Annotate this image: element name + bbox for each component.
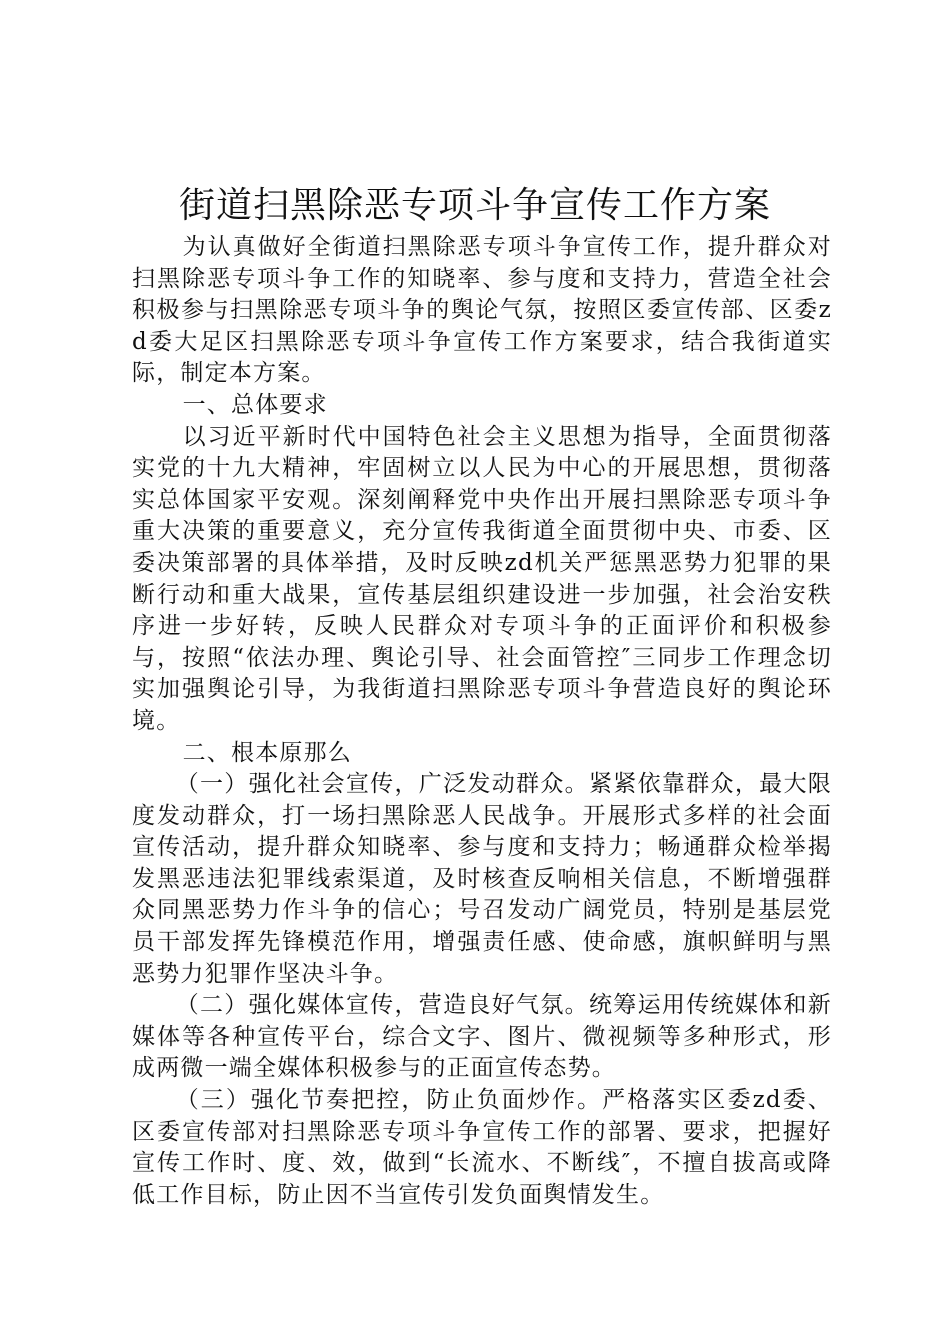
principle-paragraph-3: （三）强化节奏把控，防止负面炒作。严格落实区委zd委、区委宣传部对扫黑除恶专项斗争宣传工作的部署、要求，把握好宣传工作时、度、效，做到“长流水、不断线″，不擅自拔高或降低工作目标，防止因不当宣传引发负面舆情发生。 bbox=[132, 1087, 832, 1208]
principle-paragraph-1: （一）强化社会宣传，广泛发动群众。紧紧依靠群众，最大限度发动群众，打一场扫黑除恶人民战争。开展形式多样的社会面宣传活动，提升群众知晓率、参与度和支持力；畅通群众检举揭发黑恶违法犯罪线索渠道，及时核查反响相关信息，不断增强群众同黑恶势力作斗争的信心；号召发动广阔党员，特别是基层党员干部发挥先锋模范作用，增强责任感、使命感，旗帜鲜明与黑恶势力犯罪作坚决斗争。 bbox=[132, 771, 832, 987]
document-body bbox=[132, 232, 832, 1211]
section-heading-basic-principles: 二、根本原那么 bbox=[182, 739, 352, 766]
general-requirements-paragraph: 以习近平新时代中国特色社会主义思想为指导，全面贯彻落实党的十九大精神，牢固树立以人民为中心的开展思想，贯彻落实总体国家平安观。深刻阐释党中央作出开展扫黑除恶专项斗争重大决策的重要意义，充分宣传我街道全面贯彻中央、市委、区委决策部署的具体举措，及时反映zd机关严惩黑恶势力犯罪的果断行动和重大战果，宣传基层组织建设进一步加强，社会治安秩序进一步好转，反映人民群众对专项斗争的正面评价和积极参与，按照“依法办理、舆论引导、社会面管控″三同步工作理念切实加强舆论引导，为我街道扫黑除恶专项斗争营造良好的舆论环境。 bbox=[132, 423, 832, 734]
section-heading-general-requirements: 一、总体要求 bbox=[182, 391, 328, 418]
principle-paragraph-2: （二）强化媒体宣传，营造良好气氛。统筹运用传统媒体和新媒体等各种宣传平台，综合文字、图片、微视频等多种形式，形成两微一端全媒体积极参与的正面宣传态势。 bbox=[132, 992, 832, 1082]
document-title: 街道扫黑除恶专项斗争宣传工作方案 bbox=[178, 185, 771, 226]
intro-paragraph: 为认真做好全街道扫黑除恶专项斗争宣传工作，提升群众对扫黑除恶专项斗争工作的知晓率、参与度和支持力，营造全社会积极参与扫黑除恶专项斗争的舆论气氛，按照区委宣传部、区委zd委大足区扫黑除恶专项斗争宣传工作方案要求，结合我街道实际，制定本方案。 bbox=[132, 234, 832, 387]
